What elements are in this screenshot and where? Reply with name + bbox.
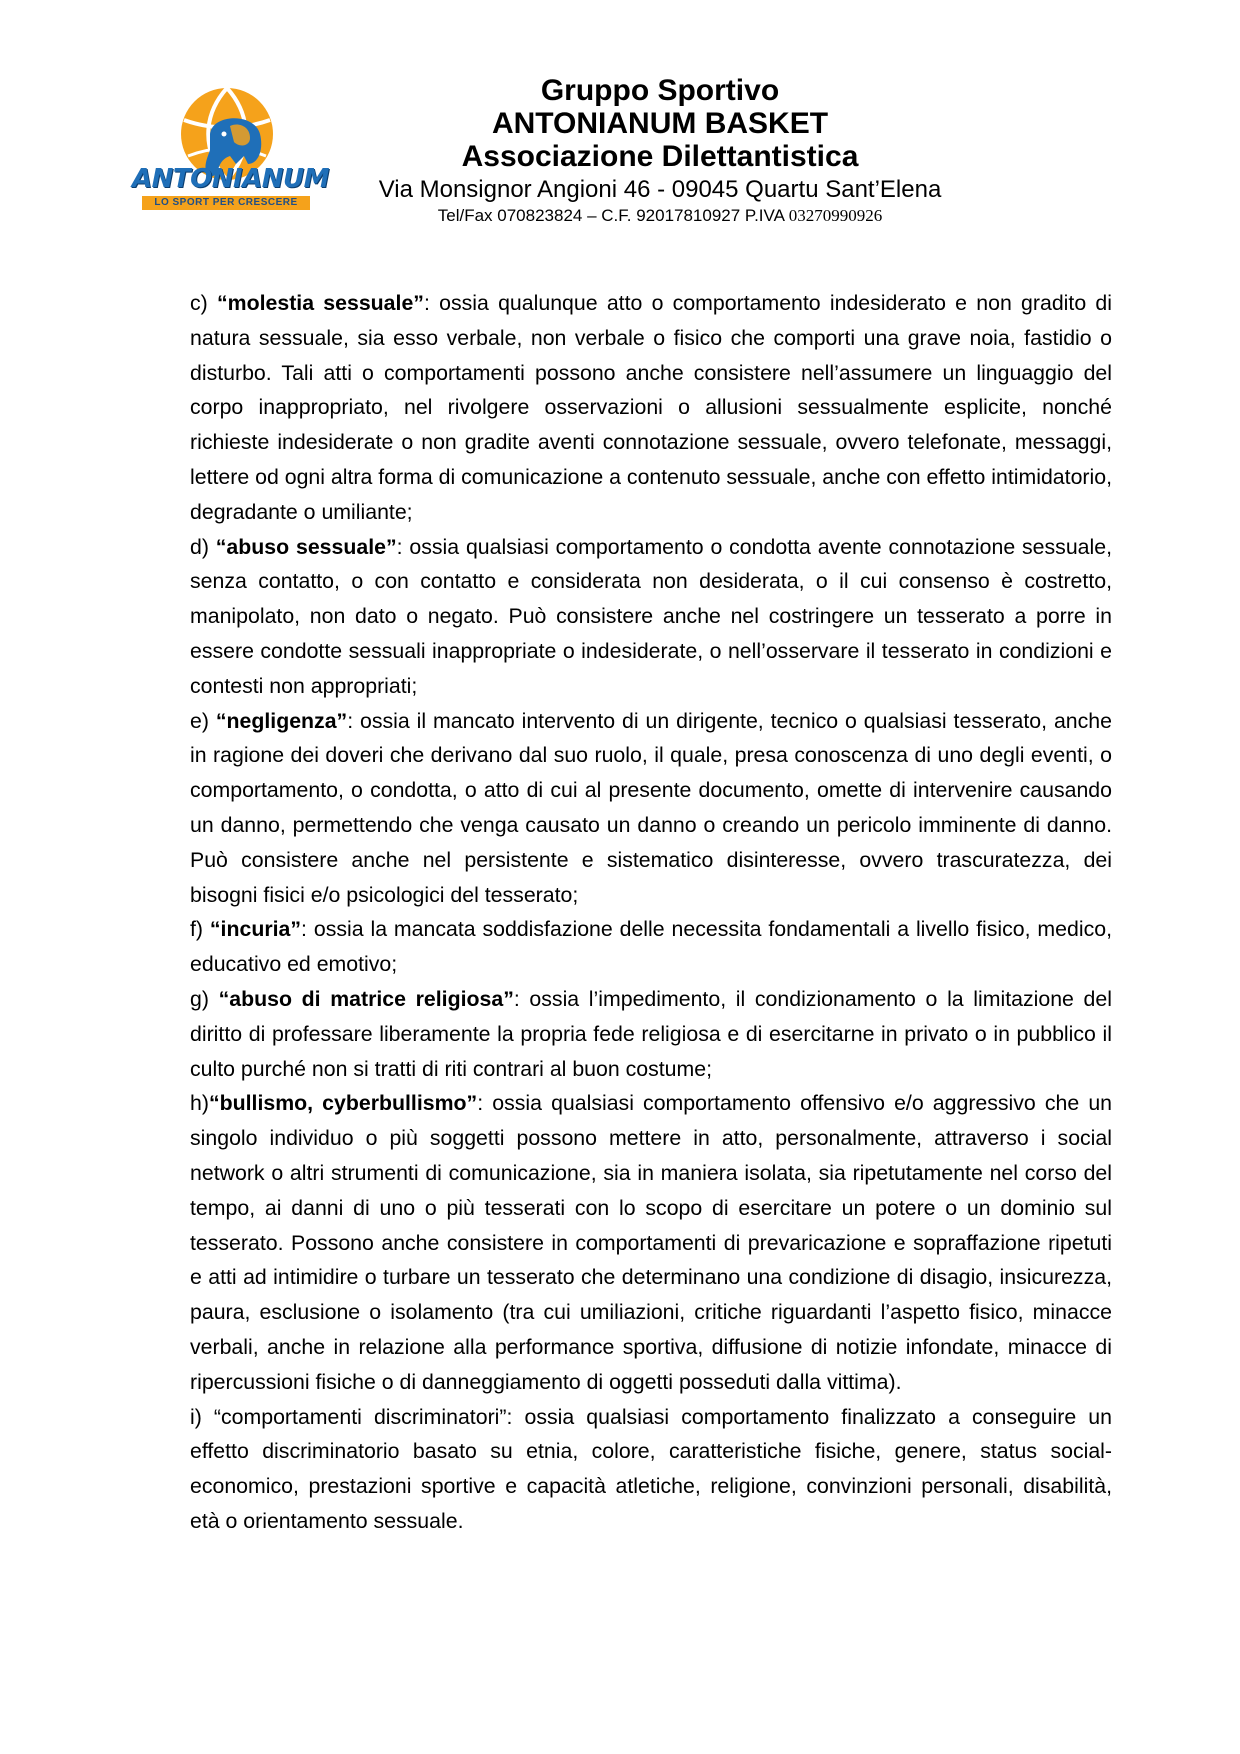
definition-item [190,704,1112,913]
logo-wordmark: ANTONIANUM [132,164,330,194]
item-term: “molestia sessuale” [217,291,424,315]
org-line-2: ANTONIANUM BASKET [491,107,829,140]
definition-item [190,1086,1112,1399]
item-prefix: g) [190,986,219,1011]
org-line-1: Gruppo Sportivo [540,74,780,107]
contacts-text: Tel/Fax 070823824 – C.F. 92017810927 P.IVA [437,206,789,225]
definition-item [190,1400,1112,1539]
logo-tagline: LO SPORT PER CRESCERE [142,196,310,210]
item-term: “negligenza” [215,708,348,733]
definition-item [190,286,1112,530]
item-text: : ossia qualsiasi comportamento o condotta avente connotazione sessuale, senza contatto, o con contatto e considerata non desiderata, o il cui consenso è costretto, manipolato, non dato o negato. Può consistere anche nel costringere un tesserato a porre in essere condotte sessuali inappropriate o indesiderate, o nell’osservare il tesserato in condizioni e contesti non appropriati; [190,534,1113,698]
org-address: Via Monsignor Angioni 46 - 09045 Quartu Sant’Elena [378,176,942,203]
antonianum-logo [132,86,330,222]
org-line-3: Associazione Dilettantistica [461,140,859,173]
item-text: : ossia l’impedimento, il condizionamento o la limitazione del diritto di professare liberamente la propria fede religiosa e di esercitarne in privato o in pubblico il culto purché non si tratti di riti contrari al buon costume; [190,986,1112,1081]
item-prefix: f) [190,917,210,942]
item-term: “abuso di matrice religiosa” [218,986,514,1011]
item-text: : ossia qualsiasi comportamento offensivo e/o aggressivo che un singolo individuo o più soggetti possono mettere in atto, personalmente, attraverso i social network o altri strumenti di comunicazione, sia in maniera isolata, sia ripetutamente nel corso del tempo, ai danni di uno o più tesserati con lo scopo di esercitare un potere o un dominio sul tesserato. Possono anche consistere in comportamenti di prevaricazione e sopraffazione ripetuti e atti ad intimidire o turbare un tesserato che determinano una condizione di disagio, insicurezza, paura, esclusione o isolamento (tra cui umiliazioni, critiche riguardanti l’aspetto fisico, minacce verbali, anche in relazione alla performance sportiva, diffusione di notizie infondate, minacce di ripercussioni fisiche o di danneggiamento di oggetti posseduti dalla vittima). [190,1091,1113,1394]
organization-block [330,74,990,227]
piva-number: 03270990926 [788,206,883,225]
item-text: : ossia qualunque atto o comportamento indesiderato e non gradito di natura sessuale, sia esso verbale, non verbale o fisico che comporti una grave noia, fastidio o disturbo. Tali atti o comportamenti possono anche consistere nell’assumere un linguaggio del corpo inappropriato, nel rivolgere osservazioni o allusioni sessualmente esplicite, nonché richieste indesiderate o non gradite aventi connotazione sessuale, ovvero telefonate, messaggi, lettere od ogni altra forma di comunicazione a contenuto sessuale, anche con effetto intimidatorio, degradante o umiliante; [190,291,1112,524]
item-prefix: i) [190,1404,214,1429]
item-text: : ossia la mancata soddisfazione delle necessita fondamentali a livello fisico, medico, educativo ed emotivo; [190,917,1112,977]
item-prefix: d) [190,534,216,559]
definition-item [190,530,1112,704]
org-contacts [330,205,990,227]
item-term: “incuria” [209,917,302,942]
document-body [190,286,1112,1539]
item-text: “comportamenti discriminatori”: ossia qualsiasi comportamento finalizzato a conseguire un effetto discriminatorio basato su etnia, colore, caratteristiche fisiche, genere, status social-economico, prestazioni sportive e capacità atletiche, religione, convinzioni personali, disabilità, età o orientamento sessuale. [190,1404,1112,1533]
item-prefix: e) [190,708,216,733]
definition-item [190,912,1112,982]
definition-item [190,982,1112,1086]
letterhead [0,0,1240,250]
item-term: “abuso sessuale” [215,534,397,559]
item-prefix: c) [190,291,217,315]
item-prefix: h) [190,1091,209,1116]
item-term: “bullismo, cyberbullismo” [208,1091,478,1116]
item-text: : ossia il mancato intervento di un dirigente, tecnico o qualsiasi tesserato, anche in ragione dei doveri che derivano dal suo ruolo, il quale, presa conoscenza di uno degli eventi, o comportamento, o condotta, o atto di cui al presente documento, omette di intervenire causando un danno, permettendo che venga causato un danno o creando un pericolo imminente di danno. Può consistere anche nel persistente e sistematico disinteresse, ovvero trascuratezza, dei bisogni fisici e/o psicologici del tesserato; [190,708,1112,907]
